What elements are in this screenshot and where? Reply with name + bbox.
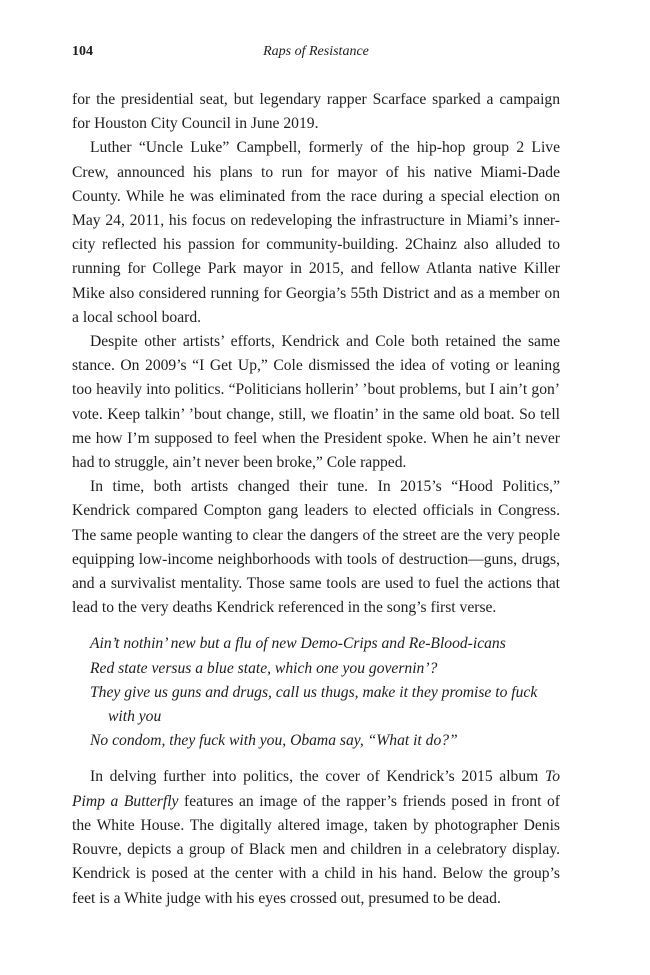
lyric-line: No condom, they fuck with you, Obama say, “What it do?” (90, 732, 458, 750)
paragraph-uncle-luke: Luther “Uncle Luke” Campbell, formerly of the hip-hop group 2 Live Crew, announced his plans to run for mayor of his native Miami-Dade County. While he was eliminated from the race during a special election on May 24, 2011, his focus on redeveloping the infrastructure in Miami’s inner-city reflected his passion for community-building. 2Chainz also alluded to running for College Park mayor in 2015, and fellow Atlanta native Killer Mike also considered running for Georgia’s 55th District and as a member on a local school board. (72, 139, 560, 326)
lyric-line: Red state versus a blue state, which one you governin’? (90, 659, 438, 677)
lyrics-block (90, 632, 560, 753)
paragraph-continuation: for the presidential seat, but legendary rapper Scarface sparked a campaign for Houston City Council in June 2019. (72, 91, 560, 133)
album-text-after: features an image of the rapper’s friends posed in front of the White House. The digitally altered image, taken by photographer Denis Rouvre, depicts a group of Black men and children in a celebratory display. Kendrick is posed at the center with a child in his hand. Below the group’s feet is a White judge with his eyes crossed out, presumed to be dead. (72, 792, 560, 907)
lyric-line: Ain’t nothin’ new but a flu of new Demo-Crips and Re-Blood-icans (90, 635, 506, 653)
lyric-line: They give us guns and drugs, call us thugs, make it they promise to fuck with you (90, 683, 538, 726)
paragraph-cole-stance: Despite other artists’ efforts, Kendrick and Cole both retained the same stance. On 2009’s “I Get Up,” Cole dismissed the idea of voting or leaning too heavily into politics. “Politicians hollerin’ ’bout problems, but I ain’t gon’ vote. Keep talkin’ ’bout change, still, we floatin’ in the same old boat. So tell me how I’m supposed to feel when the President spoke. When he ain’t never had to struggle, ain’t never been broke,” Cole rapped. (72, 333, 560, 472)
paragraph-hood-politics: In time, both artists changed their tune. In 2015’s “Hood Politics,” Kendrick compared Compton gang leaders to elected officials in Congress. The same people wanting to clear the dangers of the street are the very people equipping low-income neighborhoods with tools of destruction—guns, drugs, and a survivalist mentality. Those same tools are used to fuel the actions that lead to the very deaths Kendrick referenced in the song’s first verse. (72, 478, 560, 617)
running-title: Raps of Resistance (263, 44, 369, 59)
paragraph-album-cover (72, 765, 560, 910)
page-header (72, 44, 560, 68)
album-title: To Pimp a Butterfly (72, 768, 560, 810)
page-number: 104 (72, 44, 93, 59)
body-text (72, 88, 560, 911)
album-text-before: In delving further into politics, the cover of Kendrick’s 2015 album (90, 768, 545, 786)
